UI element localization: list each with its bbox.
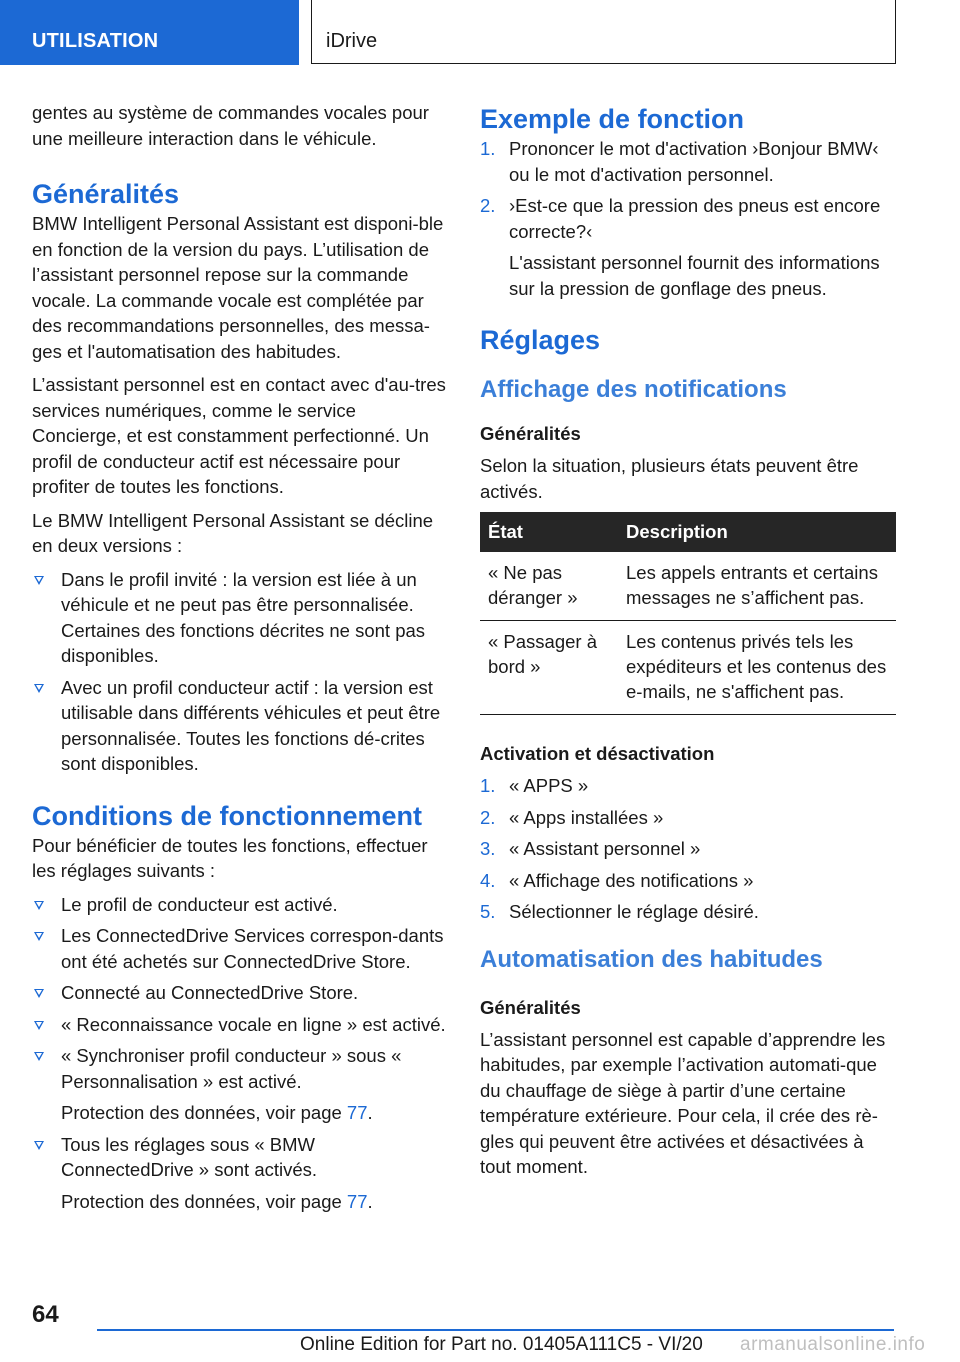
list-item: Le profil de conducteur est activé. (32, 892, 448, 918)
automatisation-generalites-heading: Généralités (480, 996, 581, 1018)
table-row (480, 621, 896, 715)
cross-reference: Protection des données, voir page 77. (61, 1190, 373, 1212)
section-tab (0, 0, 299, 65)
cross-reference: Protection des données, voir page 77. (61, 1102, 373, 1123)
triangle-bullet-icon (34, 1021, 44, 1030)
list-item: Tous les réglages sous « BMW ConnectedDrive » sont activés. Protection des données, voir page 77. (32, 1132, 448, 1215)
watermark: armanualsonline.info (740, 1334, 926, 1355)
table-cell: « Passager à bord » (480, 621, 618, 715)
table-row (480, 552, 896, 621)
activation-heading: Activation et désactivation (480, 743, 715, 764)
generalites-paragraph-2: L’assistant personnel est en contact avec d'au-tres services numériques, comme le service Concierge, et est constamment perfectionné. Un profil de conducteur actif est nécessaire pour profiter de toutes les fonctions. (32, 374, 446, 497)
list-item: Dans le profil invité : la version est liée à un véhicule et ne peut pas être personnalisée. Certaines des fonctions décrites ne sont pas disponibles. (32, 567, 448, 669)
conditions-heading: Conditions de fonctionnement (32, 800, 422, 831)
triangle-bullet-icon (34, 989, 44, 998)
left-column (32, 100, 448, 1220)
list-item: 5. Sélectionner le réglage désiré. (480, 901, 759, 922)
table-cell: Les contenus privés tels les expéditeurs et les contenus des e-mails, ne s'affichent pas. (618, 621, 896, 715)
triangle-bullet-icon (34, 684, 44, 693)
triangle-bullet-icon (34, 901, 44, 910)
edition-text: Online Edition for Part no. 01405A111C5 - VI/20 (300, 1334, 703, 1355)
automatisation-paragraph: L’assistant personnel est capable d’apprendre les habitudes, par exemple l’activation automati-que du chauffage de siège à partir d’une certaine température extérieure. Pour cela, il crée des rè-gles qui peuvent être activées et désactivées à tout moment. (480, 1028, 886, 1177)
generalites-paragraph-3: Le BMW Intelligent Personal Assistant se décline en deux versions : (32, 509, 434, 556)
list-item: 4. « Affichage des notifications » (480, 869, 754, 891)
reglages-heading: Réglages (480, 325, 601, 355)
table-header-row (480, 512, 896, 552)
exemple-steps (480, 136, 896, 301)
list-item: « Reconnaissance vocale en ligne » est activé. (32, 1012, 448, 1038)
list-item: 1. « APPS » (480, 775, 589, 796)
list-item: Connecté au ConnectedDrive Store. (32, 980, 448, 1006)
page-link[interactable]: 77 (346, 1190, 368, 1212)
list-item: 2. ›Est-ce que la pression des pneus est encore correcte?‹ L'assistant personnel fournit des informations sur la pression de gonflage des pneus. (480, 195, 881, 299)
affichage-paragraph: Selon la situation, plusieurs états peuvent être activés. (480, 455, 859, 502)
list-item: 2. « Apps installées » (480, 806, 664, 828)
chapter-tab (311, 0, 896, 64)
triangle-bullet-icon (34, 1052, 44, 1061)
activation-steps (480, 773, 896, 925)
intro-paragraph: gentes au système de commandes vocales pour une meilleure interaction dans le véhicule. (32, 102, 429, 149)
versions-list (32, 567, 448, 777)
automatisation-heading: Automatisation des habitudes (480, 945, 823, 973)
affichage-generalites-heading: Généralités (480, 423, 581, 444)
exemple-heading: Exemple de fonction (480, 104, 745, 134)
triangle-bullet-icon (34, 1141, 44, 1150)
generalites-heading: Généralités (32, 179, 180, 209)
footer-divider (97, 1329, 894, 1331)
column-header: État (480, 512, 618, 552)
affichage-heading: Affichage des notifications (480, 376, 787, 403)
column-header: Description (618, 512, 896, 552)
list-item: 3. « Assistant personnel » (480, 838, 701, 859)
list-item: Les ConnectedDrive Services correspon-dants ont été achetés sur ConnectedDrive Store. (32, 923, 448, 974)
list-item: 1. Prononcer le mot d'activation ›Bonjour BMW‹ ou le mot d'activation personnel. (480, 138, 879, 185)
generalites-paragraph-1: BMW Intelligent Personal Assistant est disponi-ble en fonction de la version du pays. L’utilisation de l’assistant personnel repose sur la commande vocale. La commande vocale est complétée par des recommandations personnelles, des messa-ges et l'automatisation des habitudes. (32, 213, 444, 362)
chapter-title: iDrive (326, 30, 378, 52)
right-column (480, 100, 896, 1188)
triangle-bullet-icon (34, 576, 44, 585)
list-item: Avec un profil conducteur actif : la version est utilisable dans différents véhicules et peut être personnalisée. Toutes les fonctions dé-crites sont disponibles. (32, 675, 448, 777)
table-cell: « Ne pas déranger » (480, 552, 618, 621)
table-cell: Les appels entrants et certains messages ne s’affichent pas. (618, 552, 896, 621)
list-item: « Synchroniser profil conducteur » sous « Personnalisation » est activé. Protection des données, voir page 77. (32, 1043, 448, 1126)
conditions-list (32, 892, 448, 1215)
page-number: 64 (32, 1301, 59, 1328)
page-link[interactable]: 77 (346, 1102, 368, 1123)
conditions-paragraph: Pour bénéficier de toutes les fonctions, effectuer les réglages suivants : (32, 834, 428, 881)
section-title: UTILISATION (32, 30, 159, 52)
triangle-bullet-icon (34, 932, 44, 941)
states-table (480, 512, 896, 715)
